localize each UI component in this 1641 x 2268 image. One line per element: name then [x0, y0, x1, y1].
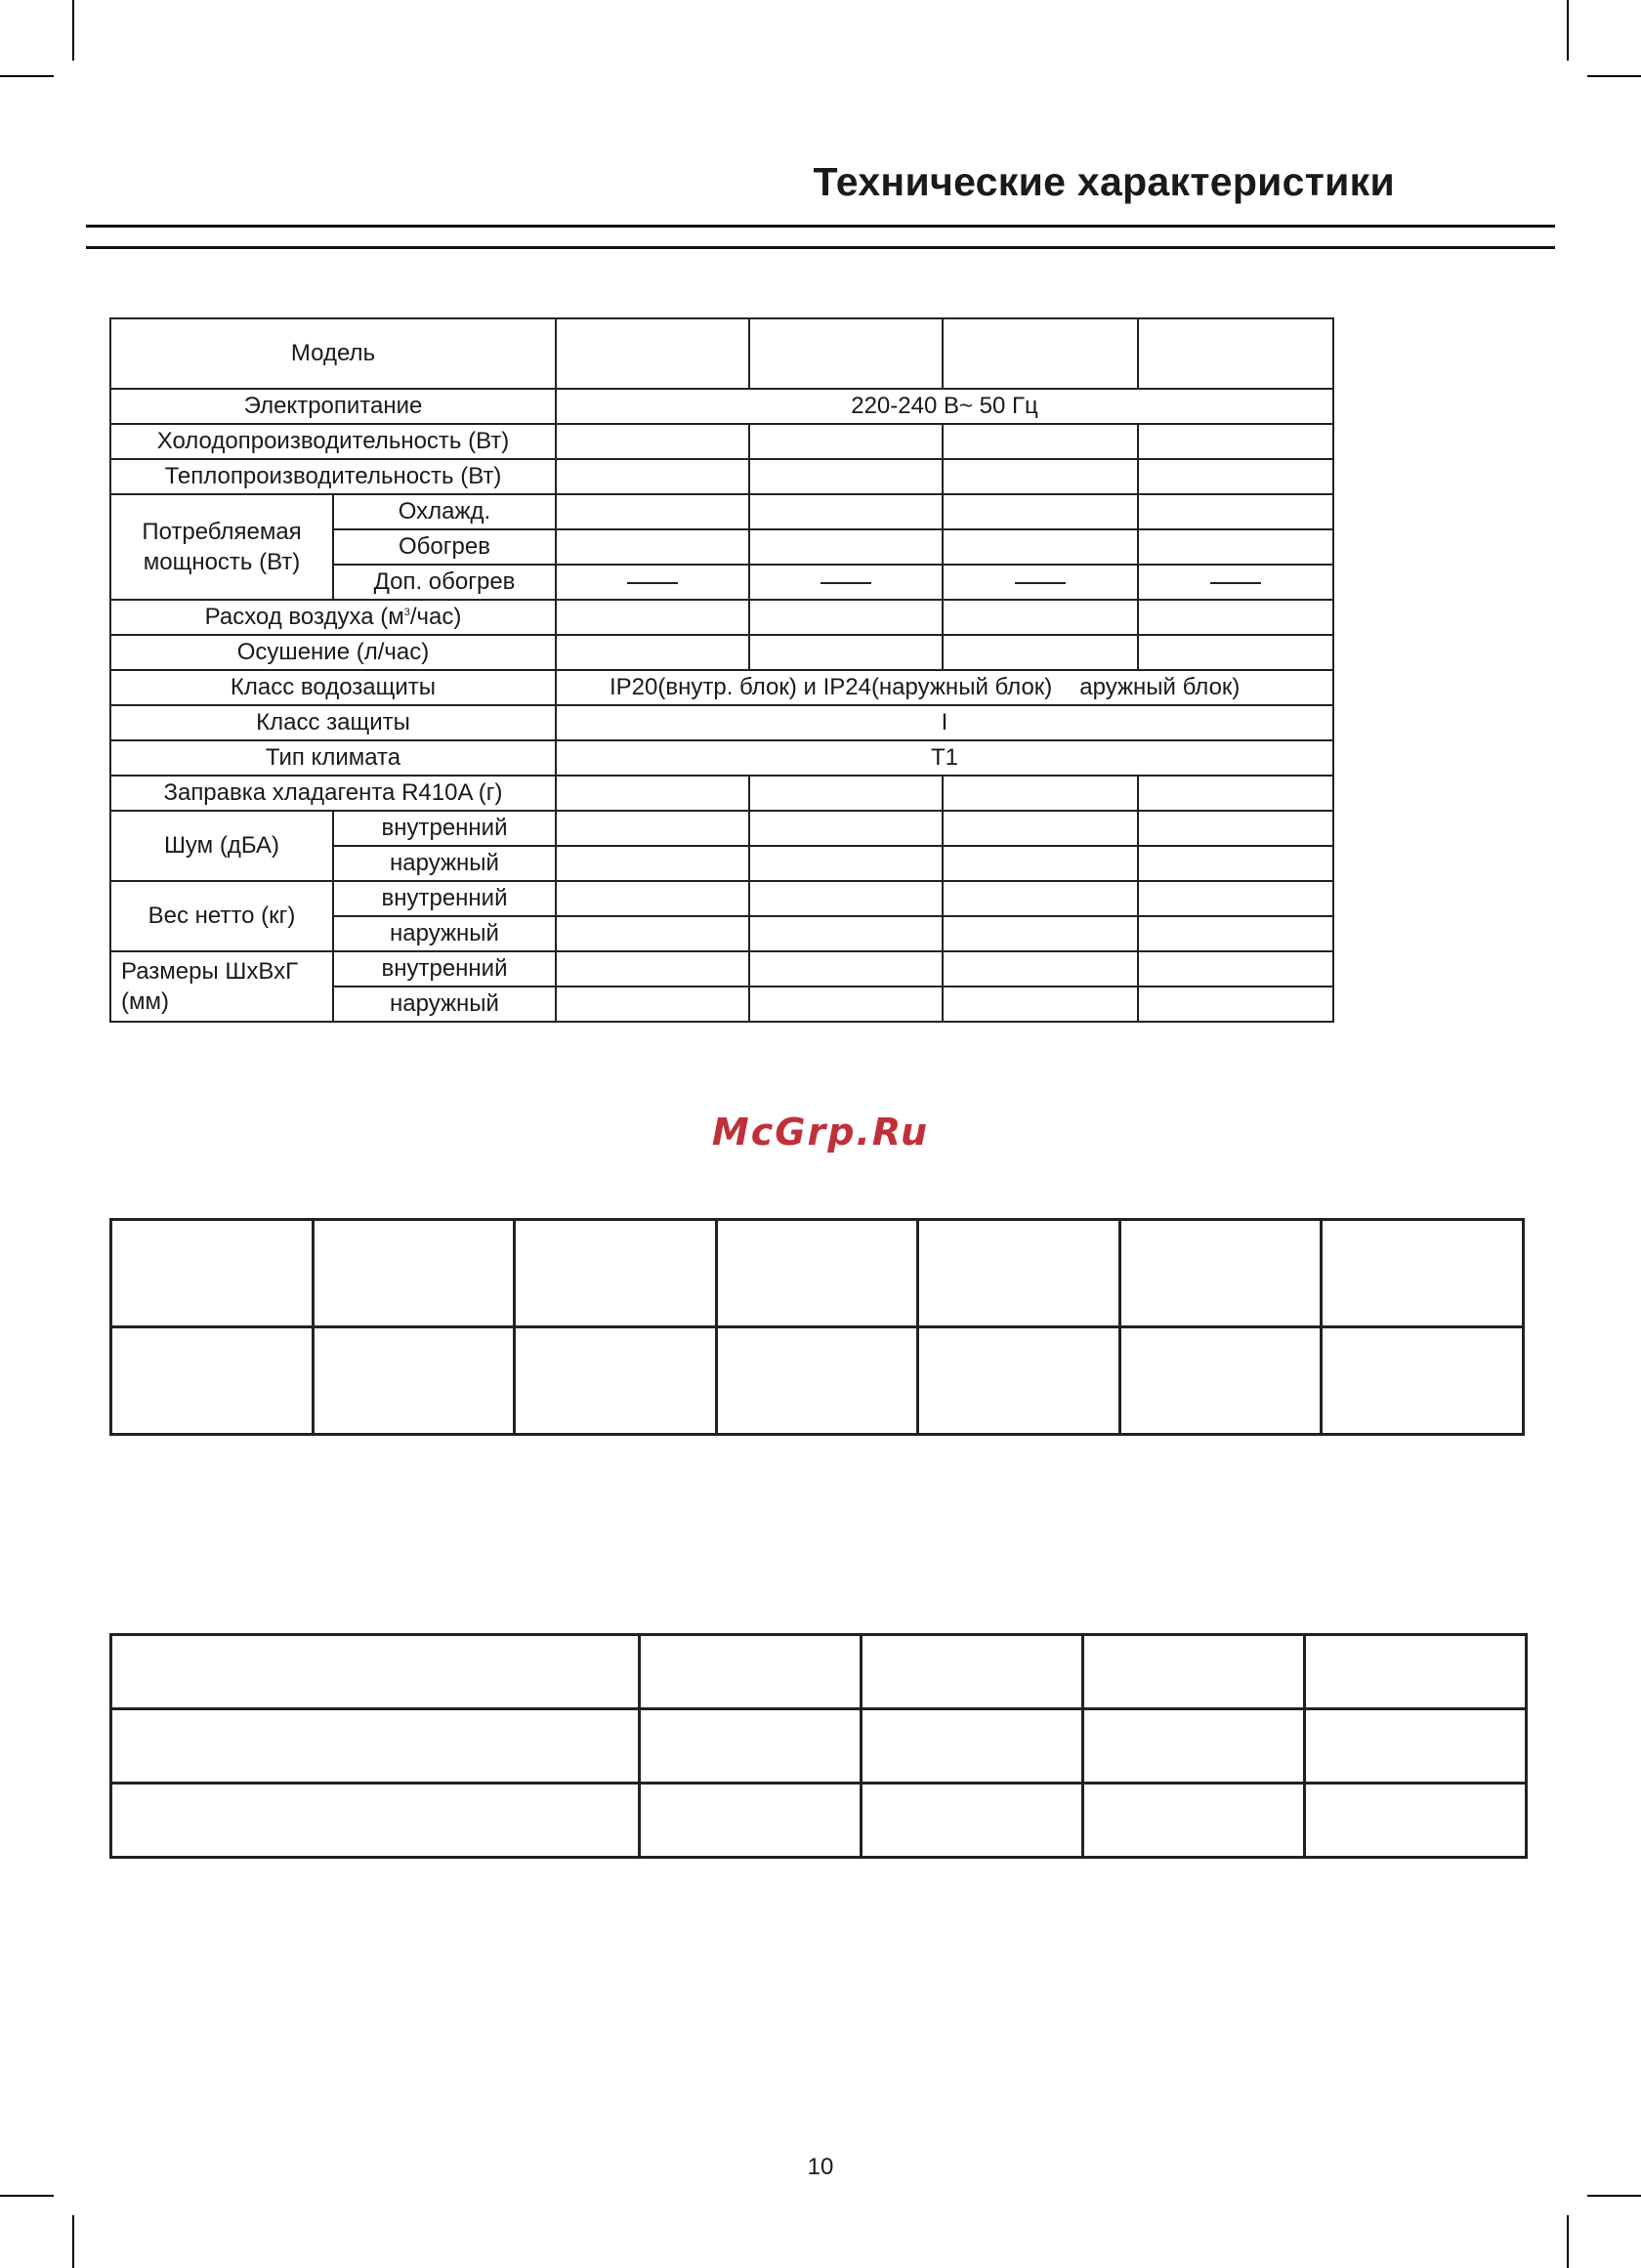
crop-mark: [1567, 0, 1569, 61]
table-row: [110, 459, 1333, 494]
model-label: Модель: [110, 318, 556, 389]
dehumidification-label: Осушение (л/час): [110, 635, 556, 670]
consumption-cool: Охлажд.: [333, 494, 556, 529]
model-cell: [749, 318, 943, 389]
empty-grid-table: [109, 1218, 1525, 1436]
noise-label: Шум (дБА): [110, 811, 333, 881]
table-row: [110, 951, 1333, 987]
table-row: [110, 740, 1333, 776]
table-row: [111, 1220, 1524, 1327]
table-row: [110, 670, 1333, 705]
crop-mark: [72, 2215, 74, 2268]
heating-capacity-label: Теплопроизводительность (Вт): [110, 459, 556, 494]
dash-cell: [749, 565, 943, 600]
consumption-label: Потребляемая мощность (Вт): [110, 494, 333, 600]
crop-mark: [1567, 2215, 1569, 2268]
table-row: [111, 1327, 1524, 1435]
cooling-capacity-label: Холодопроизводительность (Вт): [110, 424, 556, 459]
climate-type-label: Тип климата: [110, 740, 556, 776]
table-row: [111, 1709, 1527, 1784]
protection-class-label: Класс защиты: [110, 705, 556, 740]
title-rule-bottom: [86, 246, 1555, 249]
consumption-extra-heat: Доп. обогрев: [333, 565, 556, 600]
climate-type-value: T1: [556, 740, 1333, 776]
weight-label: Вес нетто (кг): [110, 881, 333, 951]
table-row: [110, 318, 1333, 389]
table-row: [110, 705, 1333, 740]
dash-cell: [556, 565, 749, 600]
title-rule-top: [86, 225, 1555, 228]
table-row: [111, 1635, 1527, 1709]
crop-mark: [0, 75, 54, 77]
model-cell: [1138, 318, 1333, 389]
crop-mark: [0, 2195, 54, 2197]
crop-mark: [1587, 2195, 1641, 2197]
crop-mark: [1587, 75, 1641, 77]
consumption-heat: Обогрев: [333, 529, 556, 565]
dash-cell: [1138, 565, 1333, 600]
watermark: McGrp.Ru: [711, 1111, 930, 1154]
page-number: 10: [807, 2154, 834, 2180]
noise-outdoor: наружный: [333, 846, 556, 881]
page-title: Технические характеристики: [813, 159, 1395, 204]
empty-summary-table: [109, 1633, 1528, 1859]
airflow-label: Расход воздуха $(м^3/час)$: [110, 600, 556, 635]
power-supply-label: Электропитание: [110, 389, 556, 424]
model-cell: [943, 318, 1138, 389]
weight-indoor: внутренний: [333, 881, 556, 916]
spec-table: [109, 317, 1334, 1023]
weight-outdoor: наружный: [333, 916, 556, 951]
power-supply-value: 220-240 В~ 50 Гц: [556, 389, 1333, 424]
noise-indoor: внутренний: [333, 811, 556, 846]
dimensions-indoor: внутренний: [333, 951, 556, 987]
crop-mark: [72, 0, 74, 61]
table-row: [110, 389, 1333, 424]
table-row: [110, 424, 1333, 459]
refrigerant-label: Заправка хладагента R410A (г): [110, 776, 556, 811]
table-row: [110, 494, 1333, 529]
table-row: [111, 1784, 1527, 1858]
dimensions-label: Размеры ШхВхГ (мм): [110, 951, 333, 1022]
table-row: [110, 600, 1333, 635]
model-cell: [556, 318, 749, 389]
table-row: [110, 881, 1333, 916]
table-row: [110, 635, 1333, 670]
dimensions-outdoor: наружный: [333, 987, 556, 1022]
water-protection-label: Класс водозащиты: [110, 670, 556, 705]
table-row: [110, 776, 1333, 811]
protection-class-value: I: [556, 705, 1333, 740]
table-row: [110, 811, 1333, 846]
water-protection-value: IP20(внутр. блок) и IP24(наружный блок) аружный блок): [556, 670, 1333, 705]
dash-cell: [943, 565, 1138, 600]
